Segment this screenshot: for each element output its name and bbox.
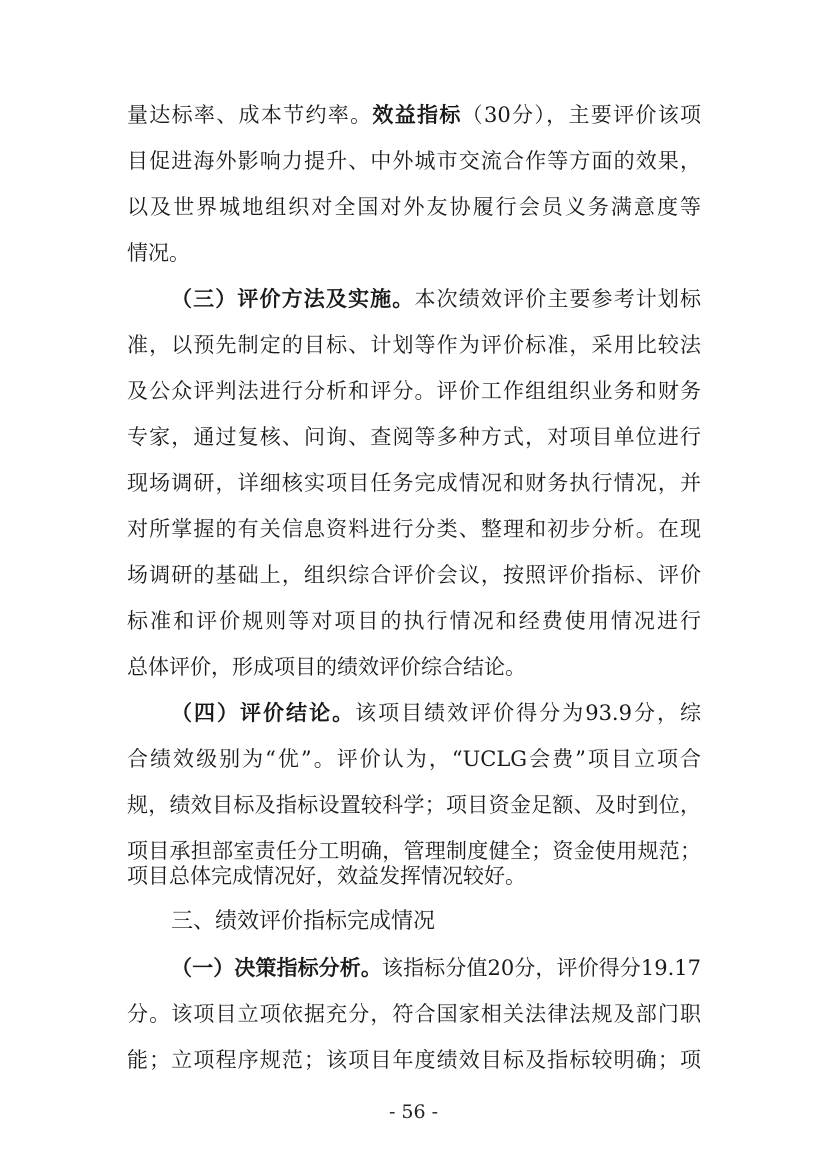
section-title: 三、绩效评价指标完成情况 (171, 909, 436, 934)
body-text: 该指标分值20分，评价得分19.17 (381, 956, 701, 980)
body-text: 本次绩效评价主要参考计划标 (414, 287, 701, 311)
body-line: 项目总体完成情况好，效益发挥情况较好。 (127, 864, 526, 888)
body-line: 对所掌握的有关信息资料进行分类、整理和初步分析。在现 (127, 517, 701, 541)
body-line: 规，绩效目标及指标设置较科学；项目资金足额、及时到位， (127, 793, 701, 817)
body-line: 项目承担部室责任分工明确，管理制度健全；资金使用规范； (127, 839, 701, 863)
body-line (171, 954, 701, 982)
body-line: 以及世界城地组织对全国对外友协履行会员义务满意度等 (127, 195, 701, 219)
section-heading: （三）评价方法及实施。 (171, 287, 415, 311)
body-text: （30分），主要评价该项 (461, 103, 701, 127)
body-line (171, 285, 701, 313)
body-line: 准，以预先制定的目标、计划等作为评价标准，采用比较法 (127, 333, 701, 357)
body-line: 标准和评价规则等对项目的执行情况和经费使用情况进行 (127, 609, 701, 633)
body-line: 情况。 (127, 241, 190, 265)
body-text: 量达标率、成本节约率。 (127, 103, 373, 127)
body-line: 总体评价，形成项目的绩效评价综合结论。 (127, 655, 526, 679)
body-line: 分。该项目立项依据充分，符合国家相关法律法规及部门职 (127, 1002, 701, 1026)
body-line: 合绩效级别为“优”。评价认为，“UCLG会费”项目立项合 (127, 747, 701, 771)
section-heading: （四）评价结论。 (171, 701, 356, 725)
body-line: 及公众评判法进行分析和评分。评价工作组组织业务和财务 (127, 379, 701, 403)
body-text: 该项目绩效评价得分为93.9分，综 (355, 701, 701, 725)
body-line: 专家，通过复核、问询、查阅等多种方式，对项目单位进行 (127, 425, 701, 449)
section-heading: （一）决策指标分析。 (171, 956, 382, 980)
page-number: - 56 - (388, 1101, 439, 1123)
body-line: 现场调研，详细核实项目任务完成情况和财务执行情况，并 (127, 471, 701, 495)
body-line: 目促进海外影响力提升、中外城市交流合作等方面的效果， (127, 149, 701, 173)
bold-term: 效益指标 (372, 103, 462, 127)
body-line (171, 699, 701, 727)
body-line (127, 101, 701, 129)
body-line: 场调研的基础上，组织综合评价会议，按照评价指标、评价 (127, 563, 701, 587)
body-line: 能；立项程序规范；该项目年度绩效目标及指标较明确；项 (127, 1048, 701, 1072)
